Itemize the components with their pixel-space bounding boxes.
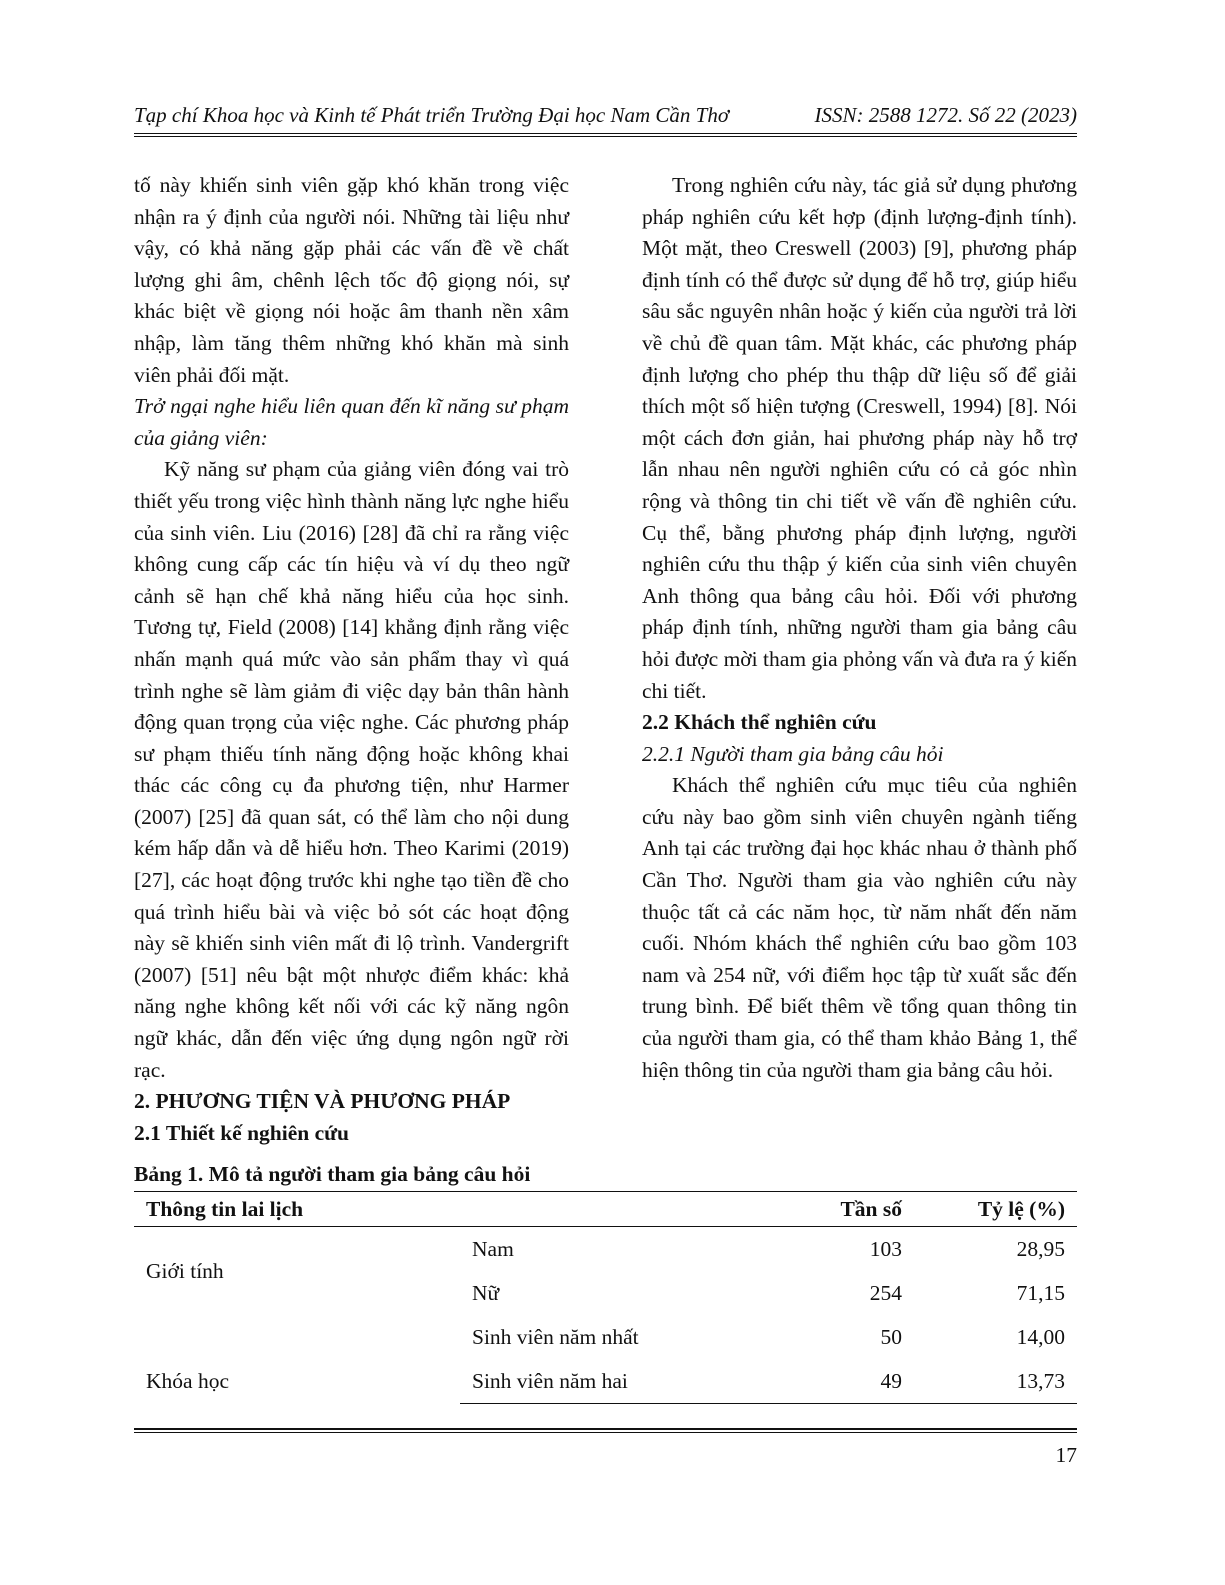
paragraph: Kỹ năng sư phạm của giảng viên đóng vai trò thiết yếu trong việc hình thành năng lực nghe hiểu của sinh viên. Liu (2016) [28] đã chỉ ra rằng việc không cung cấp các tín hiệu và ví dụ theo ngữ cảnh sẽ hạn chế khả năng hiểu của học sinh. Tương tự, Field (2008) [14] khẳng định rằng việc nhấn mạnh quá mức vào sản phẩm thay vì quá trình nghe sẽ làm giảm đi việc dạy bản thân hành động quan trọng của việc nghe. Các phương pháp sư phạm thiếu tính năng động hoặc không khai thác các công cụ đa phương tiện, như Harmer (2007) [25] đã quan sát, có thể làm cho nội dung kém hấp dẫn và dễ hiểu hơn. Theo Karimi (2019) [27], các hoạt động trước khi nghe tạo tiền đề cho quá trình hiểu bài và việc bỏ sót các hoạt động này sẽ khiến sinh viên mất đi lộ trình. Vandergrift (2007) [51] nêu bật một nhược điểm khác: khả năng nghe không kết nối với các kỹ năng ngôn ngữ khác, dẫn đến việc ứng dụng ngôn ngữ rời rạc. <box>134 457 569 1082</box>
column-header: Tỷ lệ (%) <box>914 1192 1077 1227</box>
issn-info: ISSN: 2588 1272. Số 22 (2023) <box>814 103 1077 127</box>
column-header: Tần số <box>780 1192 914 1227</box>
row-frequency: 103 <box>869 1236 902 1261</box>
section-heading: 2. PHƯƠNG TIỆN VÀ PHƯƠNG PHÁP <box>134 1089 511 1114</box>
row-percent: 71,15 <box>1016 1280 1065 1305</box>
paragraph: Trong nghiên cứu này, tác giả sử dụng phương pháp nghiên cứu kết hợp (định lượng-định tính). Một mặt, theo Creswell (2003) [9], phương pháp định tính có thể được sử dụng để hỗ trợ, giúp hiểu sâu sắc nguyên nhân hoặc ý kiến của người trả lời về chủ đề quan tâm. Mặt khác, các phương pháp định lượng cho phép thu thập dữ liệu số để giải thích một số hiện tượng (Creswell, 1994) [8]. Nói một cách đơn giản, hai phương pháp này hỗ trợ lẫn nhau nên người nghiên cứu có cả góc nhìn rộng và thông tin chi tiết về vấn đề nghiên cứu. Cụ thể, bằng phương pháp định lượng, người nghiên cứu thu thập ý kiến của sinh viên chuyên Anh thông qua bảng câu hỏi. Đối với phương pháp định tính, những người tham gia bảng câu hỏi được mời tham gia phỏng vấn và đưa ra ý kiến chi tiết. <box>642 173 1077 703</box>
footer-rule <box>134 1428 1077 1433</box>
table-row <box>134 1227 1077 1272</box>
table-header-row <box>134 1192 1077 1227</box>
row-percent: 28,95 <box>1016 1236 1065 1261</box>
table-row <box>134 1315 1077 1359</box>
section-heading: 2.2 Khách thể nghiên cứu <box>642 710 877 735</box>
participants-table <box>134 1191 1077 1404</box>
row-item: Nữ <box>472 1280 500 1305</box>
row-item: Sinh viên năm nhất <box>472 1324 639 1349</box>
table-caption: Bảng 1. Mô tả người tham gia bảng câu hỏi <box>134 1162 531 1186</box>
row-item: Sinh viên năm hai <box>460 1359 780 1404</box>
row-frequency: 49 <box>780 1359 914 1404</box>
group-label: Giới tính <box>146 1258 224 1283</box>
row-item: Nam <box>472 1236 514 1261</box>
row-percent: 13,73 <box>914 1359 1077 1404</box>
paragraph: Khách thể nghiên cứu mục tiêu của nghiên cứu này bao gồm sinh viên chuyên ngành tiếng Anh tại các trường đại học khác nhau ở thành phố Cần Thơ. Người tham gia vào nghiên cứu này thuộc tất cả các năm học, từ năm nhất đến năm cuối. Nhóm khách thể nghiên cứu bao gồm 103 nam và 254 nữ, với điểm học tập từ xuất sắc đến trung bình. Để biết thêm về tổng quan thông tin của người tham gia, có thể tham khảo Bảng 1, thể hiện thông tin của người tham gia bảng câu hỏi. <box>642 773 1077 1082</box>
running-header <box>134 100 1077 130</box>
right-column <box>642 170 1077 1086</box>
column-header <box>460 1192 780 1227</box>
row-frequency: 50 <box>880 1324 902 1349</box>
paragraph: tố này khiến sinh viên gặp khó khăn trong việc nhận ra ý định của người nói. Những tài liệu như vậy, có khả năng gặp phải các vấn đề về chất lượng ghi âm, chênh lệch tốc độ giọng nói, sự khác biệt về giọng nói hoặc âm thanh nền xâm nhập, làm tăng thêm những khó khăn mà sinh viên phải đối mặt. <box>134 173 569 387</box>
row-frequency: 254 <box>869 1280 902 1305</box>
subsection-heading: 2.2.1 Người tham gia bảng câu hỏi <box>642 741 944 766</box>
journal-title: Tạp chí Khoa học và Kinh tế Phát triển Trường Đại học Nam Cần Thơ <box>134 103 730 127</box>
subsection-heading: 2.1 Thiết kế nghiên cứu <box>134 1120 349 1145</box>
column-header: Thông tin lai lịch <box>134 1192 460 1227</box>
page-number: 17 <box>1055 1443 1077 1467</box>
row-percent: 14,00 <box>1016 1324 1065 1349</box>
subheading: Trở ngại nghe hiểu liên quan đến kĩ năng sư phạm của giảng viên: <box>134 394 569 450</box>
left-column <box>134 170 569 1149</box>
group-label: Khóa học <box>146 1368 229 1393</box>
header-rule <box>134 133 1077 137</box>
